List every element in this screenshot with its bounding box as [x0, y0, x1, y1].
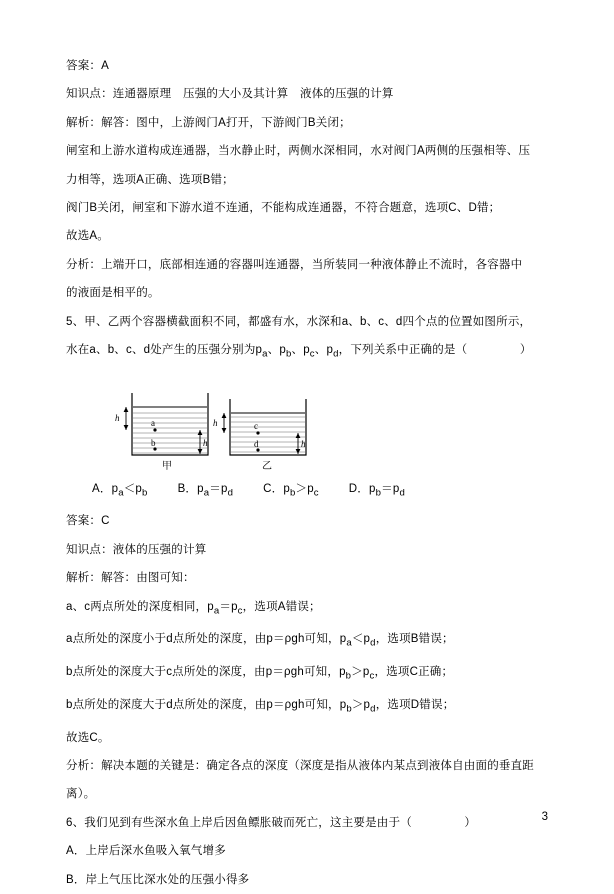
analysis-step-5-4: [66, 691, 548, 724]
q5-stem-text-f: ）: [519, 344, 532, 357]
label-h-yi-right: h: [301, 438, 306, 449]
question-5-stem-line1: 5、甲、乙两个容器横截面积不同，都盛有水，水深和a、b、c、d四个点的位置如图所示，: [66, 315, 532, 328]
step4-sub-b: d: [370, 703, 376, 715]
choice-d[interactable]: D．$p_b=p_d$: [348, 482, 405, 499]
analysis-body-4-6: 的液面是相平的。: [66, 287, 160, 300]
analysis-body-4-2: 力相等，选项A正确、选项B错；: [66, 173, 234, 186]
question-6-choice-b[interactable]: B．岸上气压比深水处的压强小得多: [66, 873, 250, 886]
page-number: 3: [541, 811, 548, 823]
analysis-step-5-2: [66, 625, 548, 658]
step3-text-b: ＞p: [351, 666, 370, 679]
analysis-step-5-3: [66, 658, 548, 691]
question-5-stem-line2: [66, 336, 548, 369]
label-a: a: [151, 417, 155, 428]
analysis-body-4-3: 阀门B关闭，闸室和下游水道不连通，不能构成连通器，不符合题意，选项C、D错；: [66, 202, 501, 215]
step4-sub-a: b: [346, 703, 352, 715]
label-jia: 甲: [162, 460, 172, 472]
step1-text-a: a、c两点所处的深度相同，p: [66, 600, 214, 613]
q6-stem-text: 6、我们见到有些深水鱼上岸后因鱼鳔胀破而死亡，这主要是由于（: [66, 816, 412, 829]
q5-stem-text-d: 、p: [314, 344, 334, 357]
choice-b[interactable]: B．$p_a=p_d$: [177, 482, 234, 499]
q5-answer-blank: [467, 344, 520, 356]
q5-sub-d: d: [333, 348, 339, 360]
label-d: d: [254, 438, 259, 449]
q5-stem-text-b: 、p: [267, 344, 286, 357]
q5-stem-text-a: 水在a、b、c、d处产生的压强分别为p: [66, 344, 263, 357]
step3-text-c: ，选项C正确；: [374, 666, 454, 679]
label-h-left: h: [115, 412, 120, 423]
q6-stem-close: ）: [464, 816, 477, 829]
step3-sub-b: c: [369, 670, 375, 682]
step1-text-b: ＝p: [219, 600, 238, 613]
step1-sub-a: a: [213, 604, 220, 616]
step2-sub-a: a: [346, 637, 352, 649]
q5-stem-text-e: ，下列关系中正确的是（: [338, 344, 468, 357]
question-6-stem: [66, 809, 548, 837]
step1-text-c: ，选项A错误；: [242, 600, 321, 613]
answer-line-4: 答案：A: [66, 60, 109, 72]
label-b: b: [151, 437, 156, 448]
label-h-jia-right: h: [203, 437, 208, 448]
q6-answer-blank: [412, 817, 465, 829]
point-c-dot: [256, 431, 259, 434]
q5-stem-text-c: 、p: [291, 344, 310, 357]
knowledge-line-5: 知识点：液体的压强的计算: [66, 543, 207, 556]
step2-text-c: ，选项B错误；: [375, 633, 454, 646]
point-a-dot: [153, 428, 156, 431]
analysis-step-5-1: [66, 593, 548, 626]
analysis-note-5-2: 离）。: [66, 788, 96, 801]
step2-text-a: a点所处的深度小于d点所处的深度，由p＝ρgh可知，p: [66, 633, 347, 646]
analysis-line-4: 解析：解答：图中，上游阀门A打开，下游阀门B关闭；: [66, 116, 351, 129]
question-5-figure: [100, 373, 350, 473]
q5-sub-c: c: [309, 348, 315, 360]
step4-text-c: ，选项D错误；: [375, 698, 455, 711]
analysis-body-4-5: 分析：上端开口，底部相连通的容器叫连通器，当所装同一种液体静止不流时，各容器中: [66, 258, 523, 271]
step1-sub-b: c: [237, 604, 243, 616]
step3-sub-a: b: [345, 670, 352, 682]
step4-text-b: ＞p: [351, 698, 371, 711]
containers-diagram: [100, 373, 350, 473]
label-c: c: [254, 420, 258, 431]
step3-text-a: b点所处的深度大于c点所处的深度，由p＝ρgh可知，p: [66, 666, 346, 679]
analysis-note-5-1: 分析：解决本题的关键是：确定各点的深度（深度是指从液体内某点到液体自由面的垂直距: [66, 759, 534, 772]
choice-c[interactable]: C．$p_b>p_c$: [263, 482, 319, 499]
label-yi: 乙: [262, 460, 272, 472]
q5-sub-a: a: [262, 348, 268, 360]
step2-sub-b: d: [370, 637, 376, 649]
answer-line-5: 答案：C: [66, 515, 110, 528]
question-6-choice-a[interactable]: A．上岸后深水鱼吸入氧气增多: [66, 845, 226, 858]
water-hatch-jia: [133, 413, 207, 453]
analysis-step-5-5: 故选C。: [66, 731, 110, 744]
label-h-mid: h: [213, 417, 218, 428]
analysis-body-4-4: 故选A。: [66, 230, 109, 243]
water-hatch-yi: [231, 417, 305, 452]
step2-text-b: ＜p: [351, 633, 371, 646]
choice-a[interactable]: A．$p_a<p_b$: [92, 482, 148, 499]
container-jia-outline: [132, 393, 208, 455]
analysis-body-4-1: 闸室和上游水道构成连通器，当水静止时，两侧水深相同，水对阀门A两侧的压强相等、压: [66, 145, 531, 158]
q5-sub-b: b: [285, 348, 292, 360]
question-5-choices: [66, 475, 548, 508]
knowledge-line-4: 知识点：连通器原理 压强的大小及其计算 液体的压强的计算: [66, 88, 394, 101]
analysis-head-5: 解析：解答：由图可知：: [66, 572, 195, 585]
step4-text-a: b点所处的深度大于d点所处的深度，由p＝ρgh可知，p: [66, 698, 347, 711]
